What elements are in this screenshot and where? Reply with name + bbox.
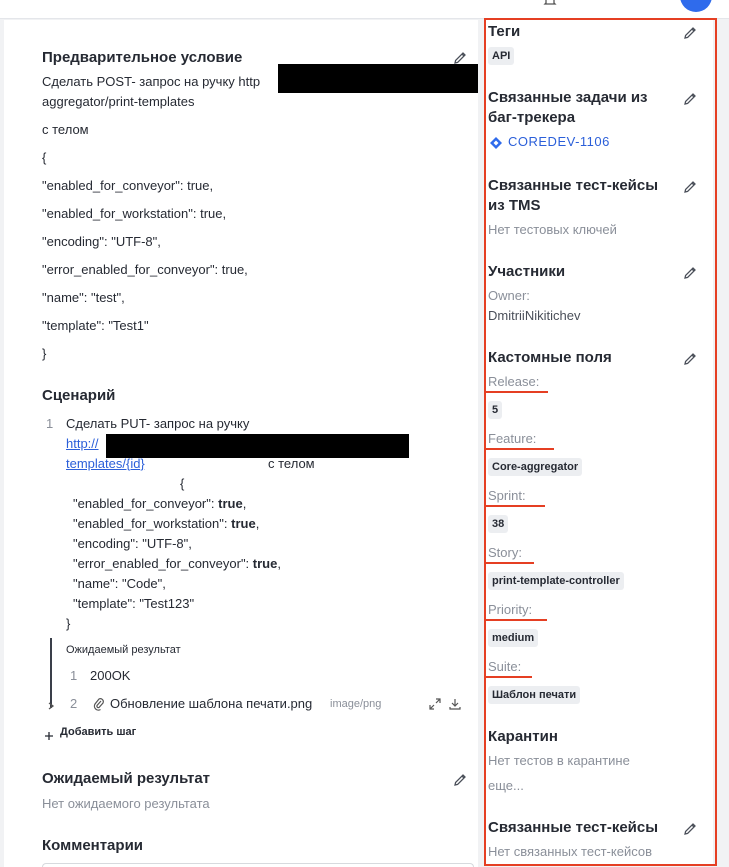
- members-title: Участники: [488, 263, 566, 280]
- highlight-underline: [484, 619, 547, 621]
- custom-field-label: Story:: [488, 545, 522, 560]
- highlight-underline: [484, 505, 545, 507]
- comment-input[interactable]: [42, 863, 474, 867]
- attachment-name[interactable]: Обновление шаблона печати.png: [110, 696, 313, 711]
- step-body-line: }: [66, 616, 71, 631]
- precondition-line: {: [42, 150, 47, 165]
- expected-text[interactable]: 200OK: [90, 668, 131, 683]
- precondition-title: Предварительное условие: [42, 49, 243, 66]
- precondition-line: "error_enabled_for_conveyor": true,: [42, 262, 248, 277]
- precondition-line: }: [42, 346, 47, 361]
- bugtracker-title: баг-трекера: [488, 109, 576, 126]
- custom-field-value: print-template-controller: [488, 572, 624, 590]
- quarantine-title: Карантин: [488, 728, 558, 745]
- custom-field-label: Feature:: [488, 431, 537, 446]
- expected-result-label: Ожидаемый результат: [66, 644, 181, 656]
- highlight-underline: [484, 676, 532, 678]
- precondition-line: "template": "Test1": [42, 318, 149, 333]
- expand-icon[interactable]: [428, 697, 442, 716]
- comments-title: Комментарии: [42, 837, 144, 854]
- custom-field-value: 38: [488, 515, 508, 533]
- avatar[interactable]: [680, 0, 712, 12]
- precondition-line: "name": "test",: [42, 290, 125, 305]
- test-case-body: [4, 20, 478, 867]
- step-body-line: "error_enabled_for_conveyor": true,: [73, 556, 281, 571]
- precondition-line: aggregator/print-templates: [42, 94, 195, 109]
- tms-title: Связанные тест-кейсы: [488, 177, 659, 194]
- issue-link[interactable]: COREDEV-1106: [508, 134, 610, 149]
- step-text[interactable]: Сделать PUT- запрос на ручку: [66, 416, 250, 431]
- custom-field-label: Priority:: [488, 602, 533, 617]
- custom-field-value: Core-aggregator: [488, 458, 582, 476]
- related-title: Связанные тест-кейсы: [488, 819, 659, 836]
- step-text: {: [180, 476, 185, 491]
- step-body-line: "encoding": "UTF-8",: [73, 536, 192, 551]
- tms-empty: Нет тестовых ключей: [488, 222, 617, 237]
- notification-icon[interactable]: [543, 0, 557, 8]
- redacted-block: [106, 434, 409, 458]
- precondition-line: "enabled_for_conveyor": true,: [42, 178, 214, 193]
- edit-tags-pencil-icon[interactable]: [682, 25, 698, 41]
- step-body-line: "name": "Code",: [73, 576, 166, 591]
- custom-field-value: medium: [488, 629, 538, 647]
- step-number: 1: [46, 416, 54, 431]
- add-step-label: Добавить шаг: [60, 726, 137, 738]
- step-number: 2: [70, 696, 78, 711]
- owner-name: DmitriiNikitichev: [488, 308, 581, 323]
- step-body-line: "enabled_for_workstation": true,: [73, 516, 260, 531]
- quarantine-more-link[interactable]: еще...: [488, 778, 524, 793]
- owner-label: Owner:: [488, 288, 530, 303]
- step-endpoint-link[interactable]: http://: [66, 436, 99, 451]
- custom-fields-title: Кастомные поля: [488, 349, 612, 366]
- step-text: с телом: [268, 456, 315, 471]
- attachment-type: image/png: [330, 698, 382, 710]
- download-icon[interactable]: [448, 697, 462, 716]
- plus-icon: [44, 728, 54, 746]
- precondition-line: "encoding": "UTF-8",: [42, 234, 161, 249]
- step-body-line: "enabled_for_conveyor": true,: [73, 496, 247, 511]
- highlight-underline: [484, 391, 548, 393]
- custom-field-label: Suite:: [488, 659, 522, 674]
- jira-diamond-icon: [489, 136, 503, 155]
- tms-title: из TMS: [488, 197, 541, 214]
- precondition-line: Сделать POST- запрос на ручку http: [42, 74, 261, 89]
- paperclip-icon: [92, 697, 106, 716]
- expected-number: 1: [70, 668, 78, 683]
- highlight-underline: [484, 562, 534, 564]
- scenario-title: Сценарий: [42, 387, 116, 404]
- custom-field-value: Шаблон печати: [488, 686, 580, 704]
- related-empty: Нет связанных тест-кейсов: [488, 844, 652, 859]
- custom-field-label: Release:: [488, 374, 540, 389]
- redacted-block: [278, 64, 478, 93]
- sidebar: [484, 20, 713, 865]
- bugtracker-title: Связанные задачи из: [488, 89, 648, 106]
- step-body-line: "template": "Test123": [73, 596, 195, 611]
- edit-custom-fields-pencil-icon[interactable]: [682, 351, 698, 367]
- edit-expected-pencil-icon[interactable]: [452, 772, 468, 788]
- custom-field-value: 5: [488, 401, 502, 419]
- chevron-right-icon[interactable]: [46, 698, 56, 716]
- tags-title: Теги: [488, 23, 521, 40]
- custom-field-label: Sprint:: [488, 488, 526, 503]
- top-bar: [0, 0, 729, 19]
- precondition-line: "enabled_for_workstation": true,: [42, 206, 227, 221]
- step-endpoint-link[interactable]: templates/{id}: [66, 456, 145, 471]
- edit-members-pencil-icon[interactable]: [682, 265, 698, 281]
- precondition-line: с телом: [42, 122, 89, 137]
- expected-result-empty: Нет ожидаемого результата: [42, 796, 210, 811]
- expected-result-title: Ожидаемый результат: [42, 770, 211, 787]
- highlight-underline: [484, 448, 554, 450]
- quarantine-empty: Нет тестов в карантине: [488, 753, 630, 768]
- edit-tms-pencil-icon[interactable]: [682, 179, 698, 195]
- edit-related-pencil-icon[interactable]: [682, 821, 698, 837]
- tag-chip[interactable]: API: [488, 47, 514, 65]
- edit-bugtracker-pencil-icon[interactable]: [682, 91, 698, 107]
